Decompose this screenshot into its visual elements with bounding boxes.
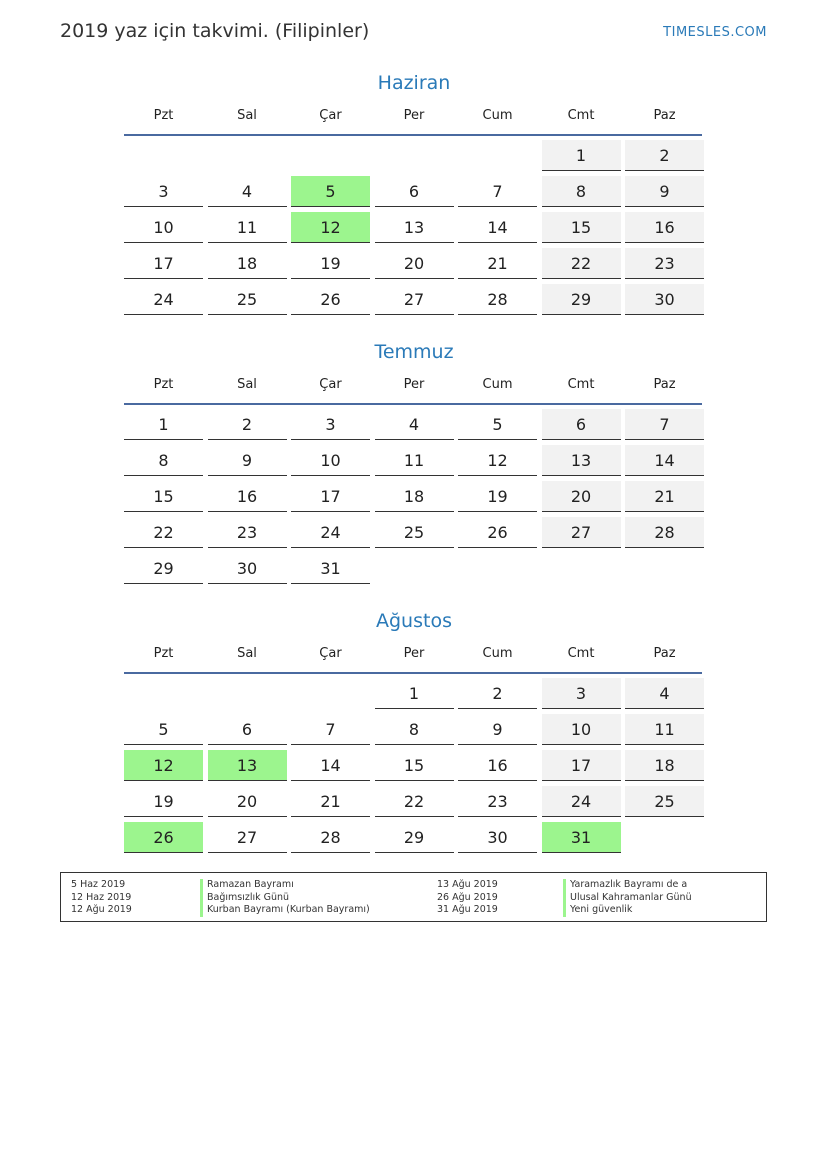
day-cell: 26	[124, 822, 203, 853]
weekday-label: Sal	[237, 377, 257, 392]
legend-dates-left	[71, 879, 132, 917]
empty-day-cell	[542, 553, 621, 583]
weekday-label: Cum	[482, 646, 513, 661]
weekday-label: Cmt	[567, 377, 595, 392]
day-cell: 25	[375, 517, 454, 548]
day-cell: 18	[375, 481, 454, 512]
weekday-label: Cum	[482, 108, 513, 123]
day-cell: 20	[208, 786, 287, 817]
day-cell: 22	[124, 517, 203, 548]
day-cell: 21	[458, 248, 537, 279]
week-row	[124, 553, 704, 589]
day-cell: 14	[625, 445, 704, 476]
day-cell: 5	[458, 409, 537, 440]
weekday-label: Sal	[237, 108, 257, 123]
day-cell: 24	[542, 786, 621, 817]
weekday-label: Per	[403, 108, 425, 123]
day-cell: 15	[124, 481, 203, 512]
legend-date: 12 Ağu 2019	[71, 904, 132, 915]
day-cell: 12	[124, 750, 203, 781]
month-calendar	[124, 68, 704, 320]
day-cell: 15	[542, 212, 621, 243]
day-cell: 27	[375, 284, 454, 315]
day-cell: 7	[625, 409, 704, 440]
month-title: Haziran	[377, 72, 451, 94]
legend-names-left	[200, 879, 370, 917]
empty-day-cell	[375, 140, 454, 170]
day-cell: 6	[542, 409, 621, 440]
legend-date: 26 Ağu 2019	[437, 891, 498, 903]
day-cell: 29	[124, 553, 203, 584]
day-cell: 12	[291, 212, 370, 243]
week-row	[124, 481, 704, 517]
empty-day-cell	[124, 140, 203, 170]
day-cell: 29	[542, 284, 621, 315]
week-row	[124, 248, 704, 284]
empty-day-cell	[208, 140, 287, 170]
day-cell: 8	[124, 445, 203, 476]
day-cell: 12	[458, 445, 537, 476]
day-cell: 5	[291, 176, 370, 207]
weekday-label: Cum	[482, 377, 513, 392]
week-row	[124, 678, 704, 714]
empty-day-cell	[458, 140, 537, 170]
weeks	[124, 140, 704, 320]
day-cell: 1	[375, 678, 454, 709]
empty-day-cell	[625, 822, 704, 852]
day-cell: 6	[375, 176, 454, 207]
day-cell: 8	[542, 176, 621, 207]
day-cell: 16	[625, 212, 704, 243]
day-cell: 14	[458, 212, 537, 243]
day-cell: 3	[124, 176, 203, 207]
empty-day-cell	[208, 678, 287, 708]
day-cell: 21	[625, 481, 704, 512]
week-row	[124, 714, 704, 750]
month-title: Ağustos	[376, 610, 452, 632]
day-cell: 13	[542, 445, 621, 476]
legend-holiday-name: Yaramazlık Bayramı de a	[563, 879, 692, 892]
day-cell: 10	[291, 445, 370, 476]
weekday-label: Çar	[319, 377, 342, 392]
weeks	[124, 409, 704, 589]
weekday-header	[124, 636, 702, 674]
day-cell: 26	[458, 517, 537, 548]
week-row	[124, 176, 704, 212]
weekday-label: Paz	[653, 108, 676, 123]
legend-holiday-name: Bağımsızlık Günü	[200, 892, 370, 905]
day-cell: 1	[124, 409, 203, 440]
day-cell: 28	[625, 517, 704, 548]
day-cell: 22	[375, 786, 454, 817]
day-cell: 19	[291, 248, 370, 279]
weekday-label: Paz	[653, 377, 676, 392]
day-cell: 30	[208, 553, 287, 584]
month-title: Temmuz	[374, 341, 454, 363]
day-cell: 6	[208, 714, 287, 745]
day-cell: 10	[124, 212, 203, 243]
week-row	[124, 822, 704, 858]
weekday-label: Çar	[319, 108, 342, 123]
weekday-label: Cmt	[567, 108, 595, 123]
holiday-legend	[60, 872, 767, 922]
day-cell: 8	[375, 714, 454, 745]
day-cell: 16	[208, 481, 287, 512]
empty-day-cell	[458, 553, 537, 583]
day-cell: 20	[542, 481, 621, 512]
day-cell: 30	[458, 822, 537, 853]
day-cell: 18	[208, 248, 287, 279]
day-cell: 27	[208, 822, 287, 853]
empty-day-cell	[291, 140, 370, 170]
day-cell: 2	[208, 409, 287, 440]
empty-day-cell	[124, 678, 203, 708]
day-cell: 3	[542, 678, 621, 709]
weekday-label: Çar	[319, 646, 342, 661]
day-cell: 28	[458, 284, 537, 315]
week-row	[124, 786, 704, 822]
legend-date: 5 Haz 2019	[71, 879, 126, 890]
day-cell: 9	[208, 445, 287, 476]
day-cell: 11	[208, 212, 287, 243]
day-cell: 5	[124, 714, 203, 745]
week-row	[124, 284, 704, 320]
day-cell: 25	[625, 786, 704, 817]
month-calendar	[124, 337, 704, 589]
legend-date: 12 Haz 2019	[71, 891, 132, 903]
day-cell: 4	[625, 678, 704, 709]
day-cell: 22	[542, 248, 621, 279]
day-cell: 23	[625, 248, 704, 279]
day-cell: 24	[291, 517, 370, 548]
day-cell: 28	[291, 822, 370, 853]
legend-holiday-name: Ulusal Kahramanlar Günü	[563, 892, 692, 905]
day-cell: 13	[375, 212, 454, 243]
legend-holiday-name: Ramazan Bayramı	[200, 879, 370, 892]
day-cell: 17	[124, 248, 203, 279]
weekday-label: Pzt	[153, 108, 174, 123]
legend-date: 13 Ağu 2019	[437, 879, 498, 890]
day-cell: 19	[124, 786, 203, 817]
day-cell: 4	[208, 176, 287, 207]
day-cell: 17	[542, 750, 621, 781]
weekday-header	[124, 98, 702, 136]
legend-dates-right	[437, 879, 498, 917]
legend-holiday-name: Yeni güvenlik	[563, 904, 692, 917]
page-title: 2019 yaz için takvimi. (Filipinler)	[60, 20, 370, 42]
week-row	[124, 750, 704, 786]
day-cell: 23	[208, 517, 287, 548]
day-cell: 7	[291, 714, 370, 745]
day-cell: 26	[291, 284, 370, 315]
day-cell: 3	[291, 409, 370, 440]
weekday-label: Per	[403, 377, 425, 392]
empty-day-cell	[375, 553, 454, 583]
week-row	[124, 140, 704, 176]
day-cell: 2	[458, 678, 537, 709]
weekday-label: Sal	[237, 646, 257, 661]
day-cell: 27	[542, 517, 621, 548]
day-cell: 13	[208, 750, 287, 781]
day-cell: 14	[291, 750, 370, 781]
day-cell: 9	[458, 714, 537, 745]
day-cell: 29	[375, 822, 454, 853]
weekday-header	[124, 367, 702, 405]
day-cell: 18	[625, 750, 704, 781]
day-cell: 30	[625, 284, 704, 315]
week-row	[124, 517, 704, 553]
empty-day-cell	[625, 553, 704, 583]
week-row	[124, 212, 704, 248]
day-cell: 17	[291, 481, 370, 512]
day-cell: 10	[542, 714, 621, 745]
legend-date: 31 Ağu 2019	[437, 904, 498, 915]
day-cell: 1	[542, 140, 621, 171]
day-cell: 4	[375, 409, 454, 440]
day-cell: 11	[375, 445, 454, 476]
weeks	[124, 678, 704, 858]
day-cell: 24	[124, 284, 203, 315]
day-cell: 20	[375, 248, 454, 279]
weekday-label: Cmt	[567, 646, 595, 661]
day-cell: 11	[625, 714, 704, 745]
day-cell: 21	[291, 786, 370, 817]
week-row	[124, 409, 704, 445]
day-cell: 7	[458, 176, 537, 207]
brand-link[interactable]: TIMESLES.COM	[663, 25, 767, 40]
day-cell: 16	[458, 750, 537, 781]
day-cell: 9	[625, 176, 704, 207]
weekday-label: Pzt	[153, 646, 174, 661]
weekday-label: Pzt	[153, 377, 174, 392]
day-cell: 2	[625, 140, 704, 171]
empty-day-cell	[291, 678, 370, 708]
day-cell: 15	[375, 750, 454, 781]
day-cell: 19	[458, 481, 537, 512]
month-calendar	[124, 606, 704, 858]
weekday-label: Per	[403, 646, 425, 661]
legend-names-right	[563, 879, 692, 917]
day-cell: 31	[291, 553, 370, 584]
week-row	[124, 445, 704, 481]
day-cell: 31	[542, 822, 621, 853]
weekday-label: Paz	[653, 646, 676, 661]
day-cell: 25	[208, 284, 287, 315]
day-cell: 23	[458, 786, 537, 817]
legend-holiday-name: Kurban Bayramı (Kurban Bayramı)	[200, 904, 370, 917]
